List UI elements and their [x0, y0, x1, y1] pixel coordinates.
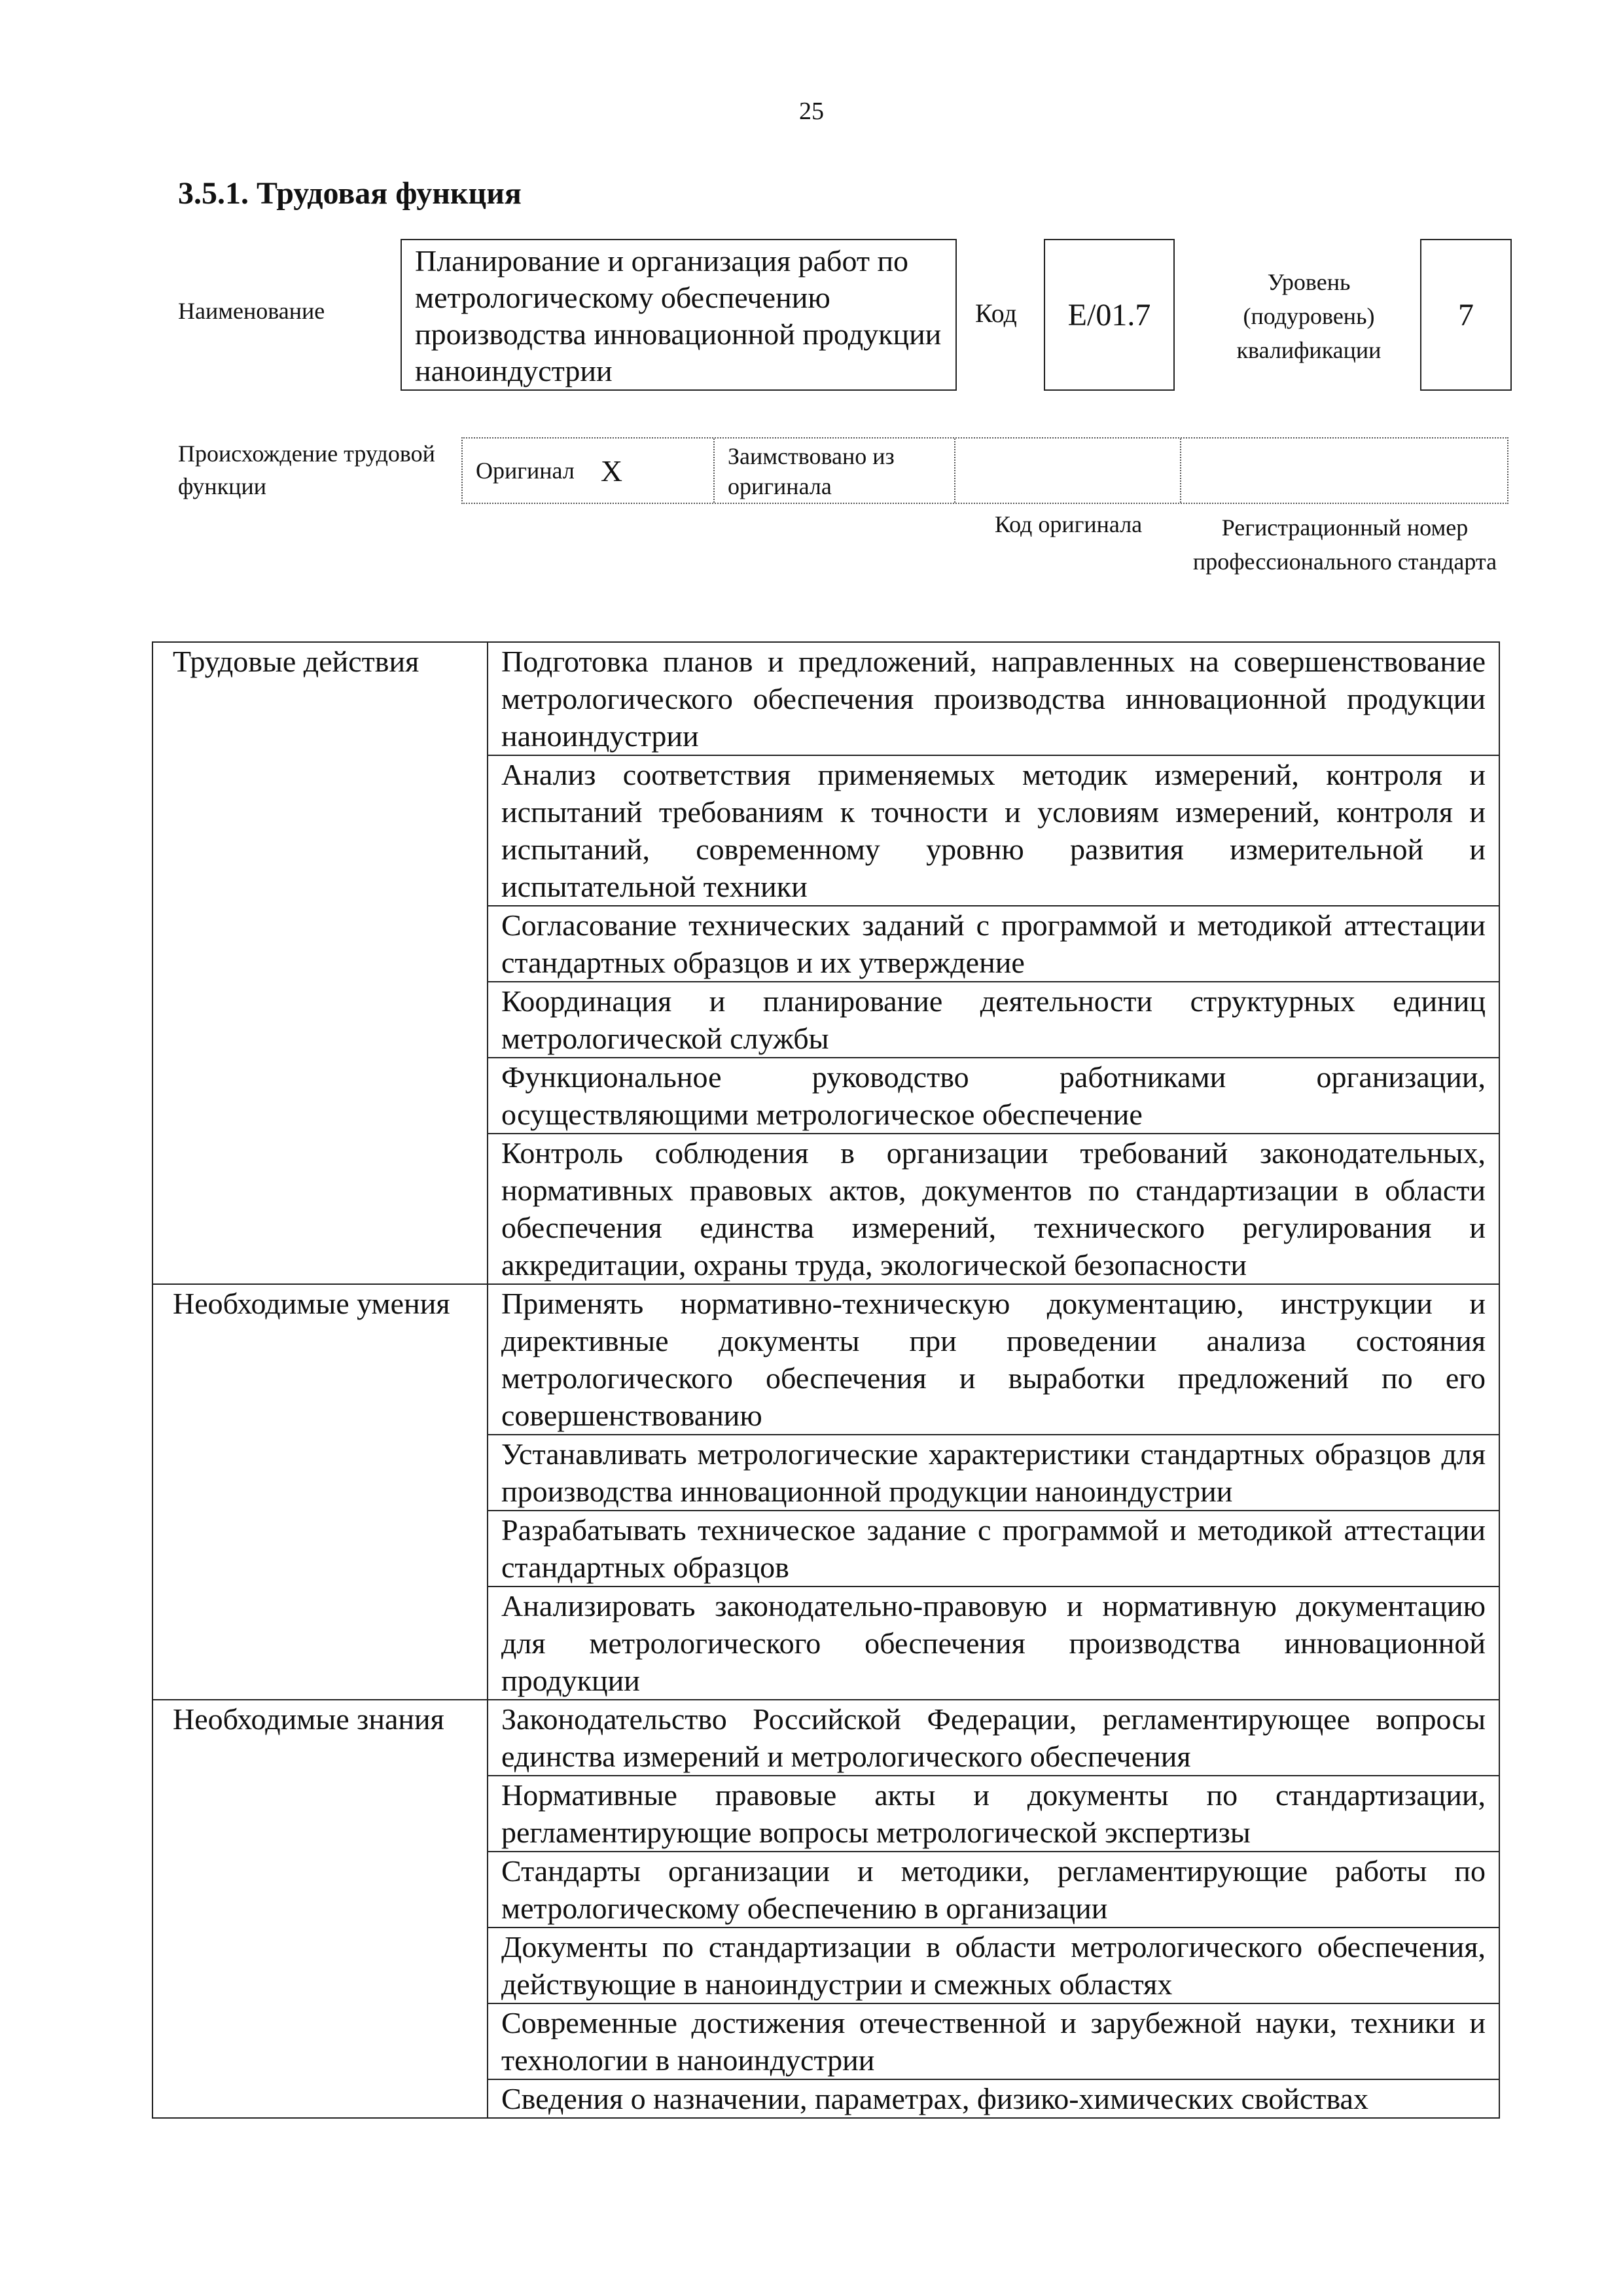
registration-number-cell: [1181, 439, 1507, 503]
table-cell: Нормативные правовые акты и документы по стандартизации, регламентирующие вопросы метрологической экспертизы: [488, 1776, 1499, 1852]
table-cell: Стандарты организации и методики, регламентирующие работы по метрологическому обеспечению в организации: [488, 1852, 1499, 1928]
function-details-table: [152, 641, 1500, 2119]
table-cell: Анализировать законодательно-правовую и нормативную документацию для метрологического обеспечения производства инновационной продукции: [488, 1587, 1499, 1700]
qualification-level-box: 7: [1420, 239, 1512, 391]
original-cell: [463, 439, 715, 503]
name-label: Наименование: [178, 298, 325, 324]
table-row: [152, 1700, 1499, 1776]
table-cell: Законодательство Российской Федерации, регламентирующее вопросы единства измерений и метрологического обеспечения: [488, 1700, 1499, 1776]
registration-number-caption: Регистрационный номер профессионального стандарта: [1192, 514, 1497, 575]
original-code-caption: Код оригинала: [994, 511, 1143, 537]
origin-row: [461, 437, 1508, 504]
category-required-skills: Необходимые умения: [152, 1284, 488, 1700]
table-cell: Устанавливать метрологические характеристики стандартных образцов для производства инновационной продукции наноиндустрии: [488, 1435, 1499, 1511]
original-code-cell: [955, 439, 1181, 503]
table-cell: Анализ соответствия применяемых методик измерений, контроля и испытаний требованиям к точности и условиям измерений, контроля и испытаний, современному уровню развития измерительной и испытательной техники: [488, 755, 1499, 906]
origin-label: Происхождение трудовой функции: [178, 440, 435, 499]
table-cell: Современные достижения отечественной и зарубежной науки, техники и технологии в наноиндустрии: [488, 2003, 1499, 2079]
table-cell: Функциональное руководство работниками организации, осуществляющими метрологическое обеспечение: [488, 1058, 1499, 1134]
function-name-box: Планирование и организация работ по метрологическому обеспечению производства инновационной продукции наноиндустрии: [401, 239, 957, 391]
category-required-knowledge: Необходимые знания: [152, 1700, 488, 2118]
table-cell: Сведения о назначении, параметрах, физико-химических свойствах: [488, 2079, 1499, 2118]
table-cell: Документы по стандартизации в области метрологического обеспечения, действующие в наноиндустрии и смежных областях: [488, 1928, 1499, 2003]
table-cell: Согласование технических заданий с программой и методикой аттестации стандартных образцов и их утверждение: [488, 906, 1499, 982]
table-cell: Контроль соблюдения в организации требований законодательных, нормативных правовых актов, документов по стандартизации в области обеспечения единства измерений, технического регулирования и аккредитации, охраны труда, экологической безопасности: [488, 1134, 1499, 1284]
table-cell: Применять нормативно-техническую документацию, инструкции и директивные документы при проведении анализа состояния метрологического обеспечения и выработки предложений по его совершенствованию: [488, 1284, 1499, 1435]
category-labor-actions: Трудовые действия: [152, 642, 488, 1284]
code-label: Код: [975, 298, 1017, 328]
code-box: E/01.7: [1044, 239, 1175, 391]
table-row: [152, 1284, 1499, 1435]
original-label: Оригинал: [476, 457, 575, 484]
table-cell: Подготовка планов и предложений, направленных на совершенствование метрологического обеспечения производства инновационной продукции наноиндустрии: [488, 642, 1499, 755]
borrowed-cell: Заимствовано из оригинала: [715, 439, 955, 503]
qualification-level-label: Уровень (подуровень) квалификации: [1236, 269, 1382, 363]
table-cell: Координация и планирование деятельности структурных единиц метрологической службы: [488, 982, 1499, 1058]
page-number: 25: [799, 98, 824, 125]
original-mark: X: [600, 454, 623, 488]
section-title: 3.5.1. Трудовая функция: [178, 176, 522, 211]
table-cell: Разрабатывать техническое задание с программой и методикой аттестации стандартных образцов: [488, 1511, 1499, 1587]
table-row: [152, 642, 1499, 755]
